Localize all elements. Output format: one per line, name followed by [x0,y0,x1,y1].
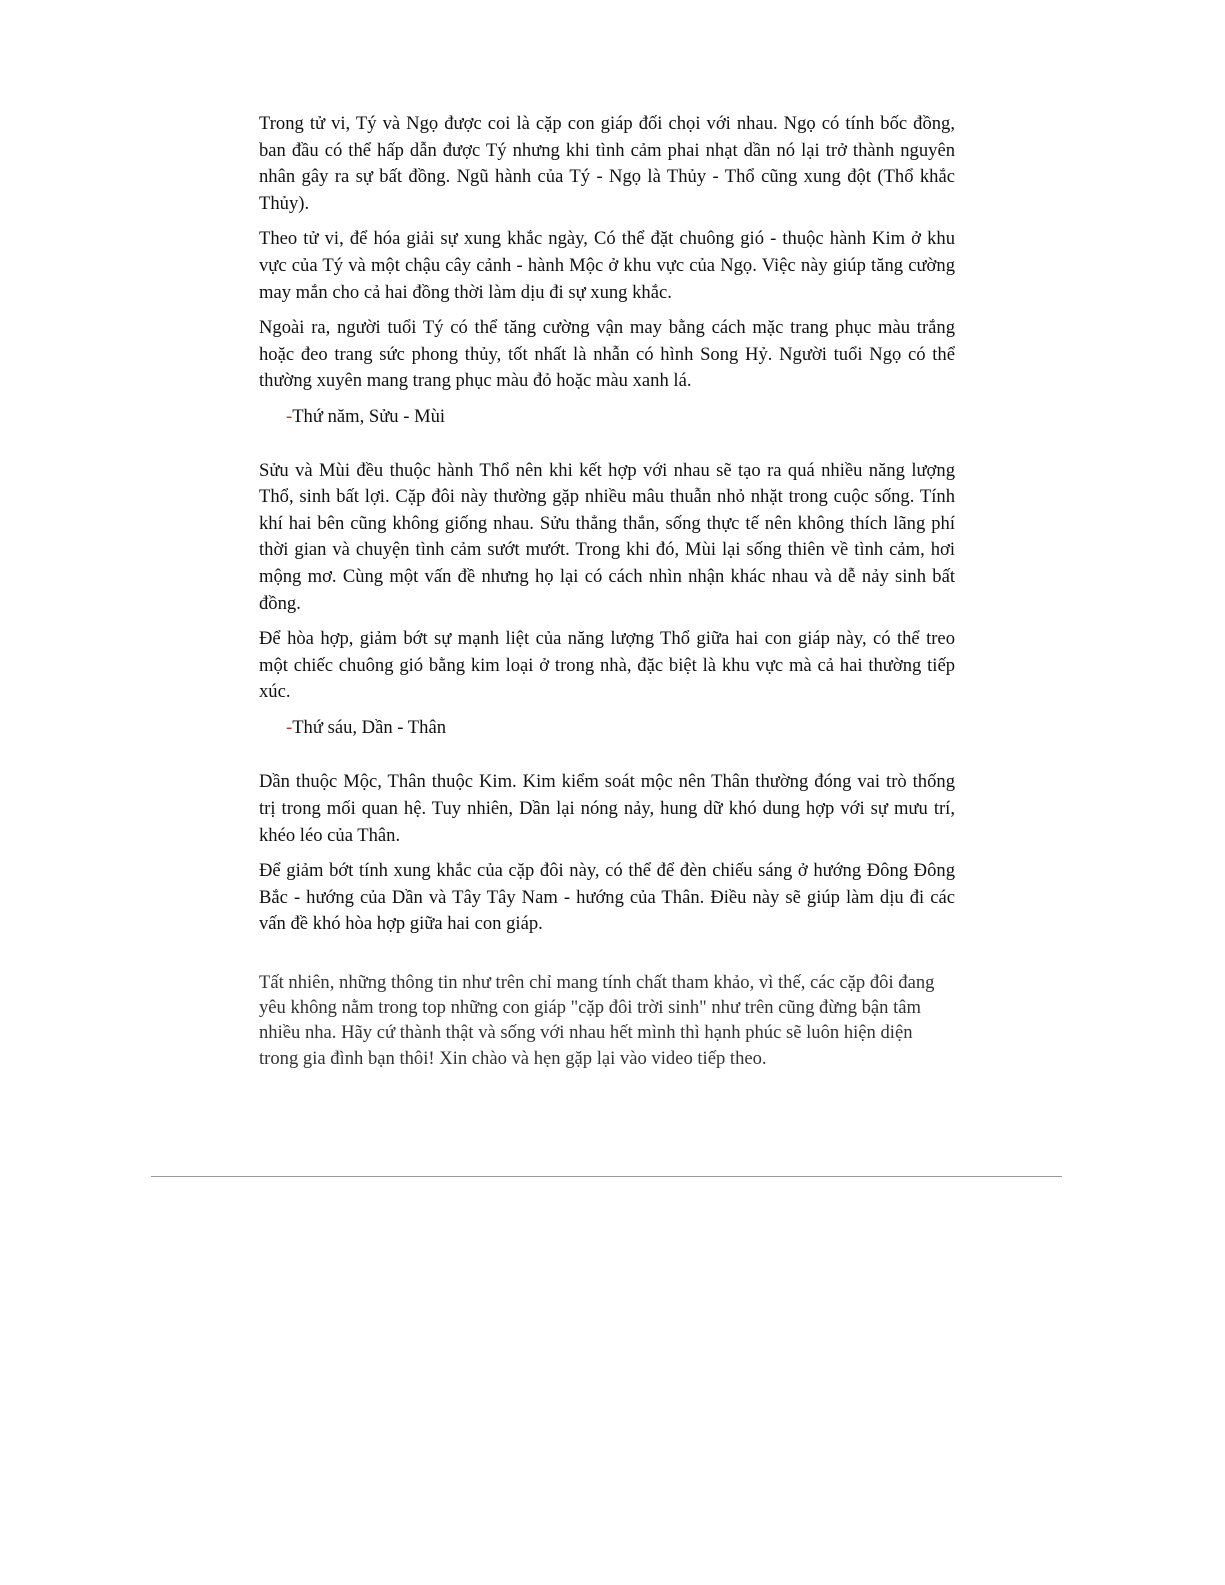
page-divider [151,1176,1062,1177]
closing-paragraph: Tất nhiên, những thông tin như trên chỉ mang tính chất tham khảo, vì thế, các cặp đôi đang yêu không nằm trong top những con giáp "cặp đôi trời sinh" như trên cũng đừng bận tâm nhiều nha. Hãy cứ thành thật và sống với nhau hết mình thì hạnh phúc sẽ luôn hiện diện trong gia đình bạn thôi! Xin chào và hẹn gặp lại vào video tiếp theo. [259,972,935,1069]
paragraph-ty-ngo-conflict: Trong tử vi, Tý và Ngọ được coi là cặp con giáp đối chọi với nhau. Ngọ có tính bốc đồng, ban đầu có thể hấp dẫn được Tý nhưng khi tình cảm phai nhạt dần nó lại trở thành nguyên nhân gây ra sự bất đồng. Ngũ hành của Tý - Ngọ là Thủy - Thổ cũng xung đột (Thổ khắc Thủy). [259,113,955,214]
subheading-dash: - [286,405,293,427]
subheading-dash: - [286,716,293,738]
paragraph-dan-than-conflict: Dần thuộc Mộc, Thân thuộc Kim. Kim kiểm soát mộc nên Thân thường đóng vai trò thống trị trong mối quan hệ. Tuy nhiên, Dần lại nóng nảy, hung dữ khó dung hợp với sự mưu trí, khéo léo của Thân. [259,771,955,846]
paragraph-ty-ngo-remedy: Theo tử vi, để hóa giải sự xung khắc ngày, Có thể đặt chuông gió - thuộc hành Kim ở khu vực của Tý và một chậu cây cảnh - hành Mộc ở khu vực của Ngọ. Việc này giúp tăng cường may mắn cho cả hai đồng thời làm dịu đi sự xung khắc. [259,228,955,303]
document-body [259,111,955,938]
subheading-text: Thứ sáu, Dần - Thân [292,716,447,738]
paragraph-suu-mui-conflict: Sửu và Mùi đều thuộc hành Thổ nên khi kết hợp với nhau sẽ tạo ra quá nhiều năng lượng Thổ, sinh bất lợi. Cặp đôi này thường gặp nhiều mâu thuẫn nhỏ nhặt trong cuộc sống. Tính khí hai bên cũng không giống nhau. Sửu thẳng thắn, sống thực tế nên không thích lãng phí thời gian và chuyện tình cảm sướt mướt. Trong khi đó, Mùi lại sống thiên về tình cảm, hơi mộng mơ. Cùng một vấn đề nhưng họ lại có cách nhìn nhận khác nhau và dễ nảy sinh bất đồng. [259,459,955,614]
paragraph-dan-than-remedy: Để giảm bớt tính xung khắc của cặp đôi này, có thể để đèn chiếu sáng ở hướng Đông Đông Bắc - hướng của Dần và Tây Tây Nam - hướng của Thân. Điều này sẽ giúp làm dịu đi các vấn đề khó hòa hợp giữa hai con giáp. [259,860,955,935]
paragraph-suu-mui-remedy: Để hòa hợp, giảm bớt sự mạnh liệt của năng lượng Thổ giữa hai con giáp này, có thể treo một chiếc chuông gió bằng kim loại ở trong nhà, đặc biệt là khu vực mà cả hai thường tiếp xúc. [259,628,955,703]
subheading-suu-mui [259,404,955,431]
subheading-dan-than [259,715,955,742]
subheading-text: Thứ năm, Sửu - Mùi [292,405,446,427]
paragraph-ty-ngo-luck: Ngoài ra, người tuổi Tý có thể tăng cường vận may bằng cách mặc trang phục màu trắng hoặc đeo trang sức phong thủy, tốt nhất là nhẫn có hình Song Hỷ. Người tuổi Ngọ có thể thường xuyên mang trang phục màu đỏ hoặc màu xanh lá. [259,317,955,392]
